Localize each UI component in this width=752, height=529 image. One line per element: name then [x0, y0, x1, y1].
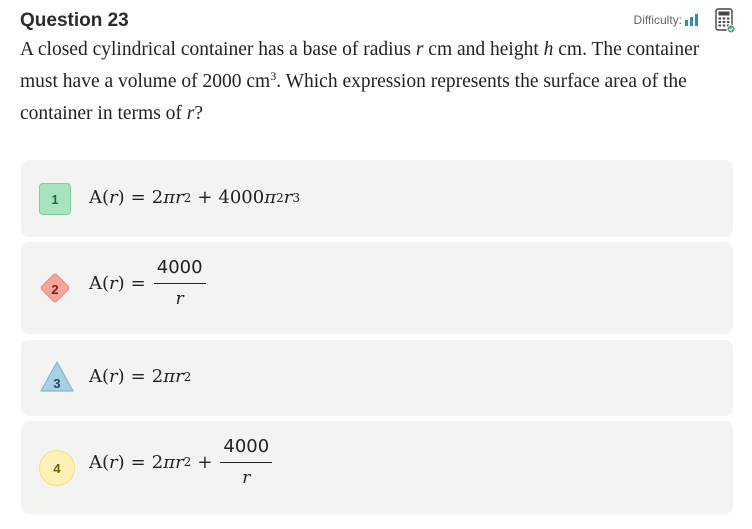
- fraction-numerator: 4000: [154, 257, 206, 284]
- stem-var-r: r: [186, 103, 195, 124]
- math-symbol: A: [89, 451, 102, 473]
- math-symbol: =: [130, 272, 146, 294]
- difficulty-label: Difficulty:: [633, 13, 682, 27]
- math-pi: π: [264, 187, 277, 208]
- math-symbol: =: [130, 187, 146, 208]
- math-number: 4000: [218, 187, 265, 208]
- signal-bars-icon: [685, 14, 698, 26]
- math-symbol: =: [130, 451, 146, 473]
- math-number: 2: [151, 187, 164, 208]
- math-symbol: ): [117, 366, 125, 387]
- option-expression: A ( r ) = 2 π r 2 + $\frac{4000}{r}$: [89, 436, 272, 488]
- math-symbol: (: [102, 366, 110, 387]
- calculator-icon[interactable]: [714, 8, 736, 34]
- math-number: 2: [151, 451, 164, 473]
- math-symbol: (: [102, 187, 110, 208]
- math-pi: π: [163, 187, 176, 208]
- math-pi: π: [163, 451, 176, 473]
- math-var: r: [175, 187, 184, 208]
- stem-text: ?: [194, 103, 204, 124]
- option-number: 2: [51, 281, 59, 297]
- math-symbol: A: [89, 366, 102, 387]
- stem-text: A closed cylindrical container has a base of radius: [20, 39, 416, 60]
- stem-text: cm and height: [423, 39, 544, 60]
- answer-option-4[interactable]: [21, 421, 733, 514]
- math-var: r: [109, 272, 118, 294]
- difficulty-indicator: [634, 13, 698, 27]
- math-var: r: [109, 187, 118, 208]
- option-badge-2: [39, 272, 71, 304]
- math-var: r: [175, 451, 184, 473]
- math-symbol: +: [197, 187, 213, 208]
- math-symbol: ): [117, 187, 125, 208]
- answer-option-3[interactable]: [21, 340, 733, 416]
- stem-exponent: 3: [270, 69, 277, 83]
- math-symbol: (: [102, 451, 110, 473]
- fraction-numerator: 4000: [220, 436, 272, 463]
- option-badge-4: [39, 450, 75, 486]
- math-var: r: [175, 366, 184, 387]
- option-number: 3: [53, 375, 61, 391]
- math-symbol: ): [117, 272, 125, 294]
- math-symbol: =: [130, 366, 146, 387]
- math-fraction: [220, 436, 272, 488]
- stem-var-h: h: [543, 39, 554, 60]
- option-expression: A ( r ) = 2 π r 2: [89, 366, 192, 387]
- math-var: r: [109, 451, 118, 473]
- option-expression: [89, 257, 206, 309]
- answer-option-2[interactable]: [21, 242, 733, 334]
- math-symbol: A: [89, 272, 102, 294]
- fraction-denominator: r: [175, 289, 184, 309]
- option-badge-3: [39, 360, 75, 394]
- option-number: 1: [51, 191, 59, 207]
- math-symbol: +: [197, 451, 213, 473]
- question-stem: [20, 34, 732, 130]
- fraction-denominator: r: [242, 468, 251, 488]
- math-symbol: (: [102, 272, 110, 294]
- answer-option-1[interactable]: [21, 160, 733, 237]
- stem-var-r: r: [415, 39, 424, 60]
- math-var: r: [283, 187, 293, 208]
- math-number: 2: [151, 366, 164, 387]
- option-badge-1: [39, 183, 71, 215]
- question-header: [20, 8, 736, 34]
- math-symbol: A: [89, 187, 102, 208]
- math-fraction: [154, 257, 206, 309]
- stem-text: . Which expression represents the surface area of the container in terms of: [20, 71, 687, 124]
- option-number: 4: [53, 460, 61, 476]
- option-expression: A ( r ) = 2 π r 2 + 4000 π 2 r 3: [89, 187, 300, 208]
- math-pi: π: [163, 366, 176, 387]
- math-var: r: [109, 366, 118, 387]
- stem-text: cm. The container must have a volume of 2000 cm: [20, 39, 700, 92]
- question-title: Question 23: [20, 10, 129, 31]
- math-symbol: ): [117, 451, 125, 473]
